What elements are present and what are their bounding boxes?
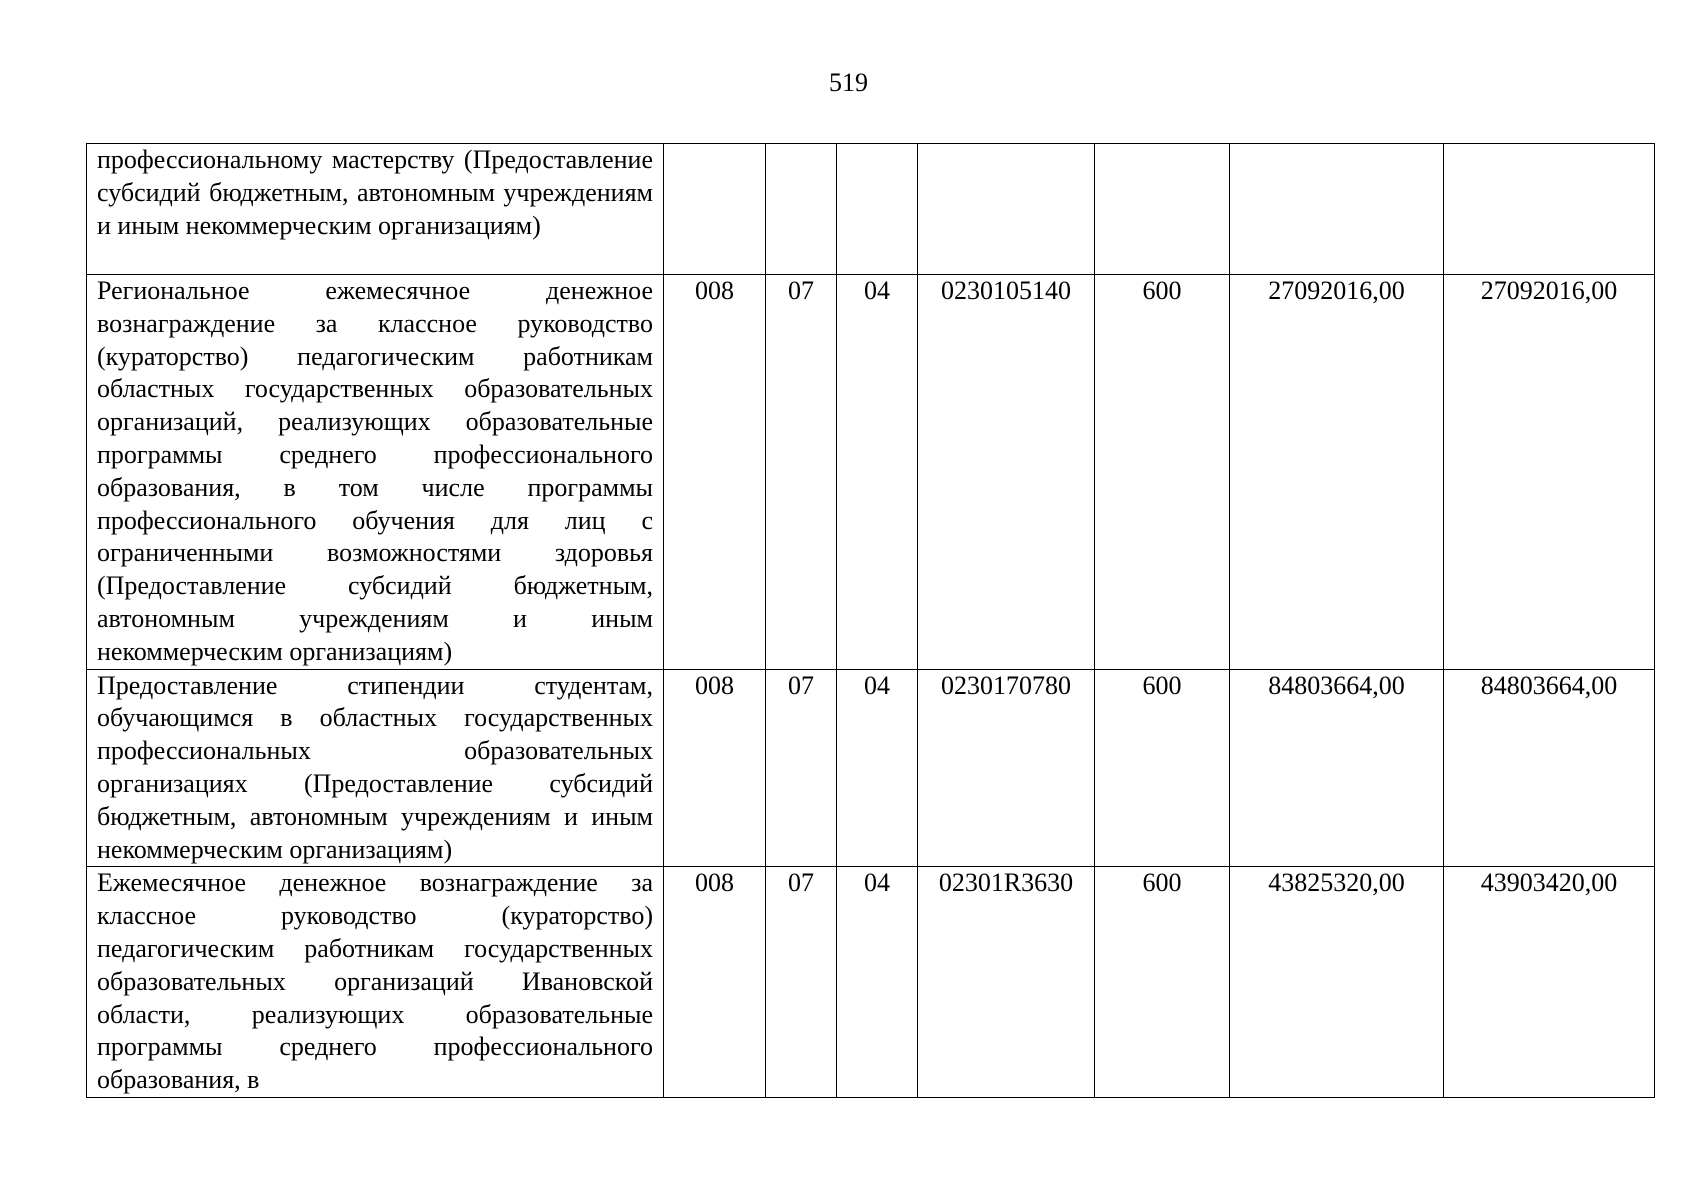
cell-description: Ежемесячное денежное вознаграждение за классное руководство (кураторство) педагогическим работникам государственных образовательных организаций Ивановской области, реализующих образовательные программы среднего профессионального образования, в (87, 867, 664, 1098)
cell-description: Региональное ежемесячное денежное вознаграждение за классное руководство (кураторство) педагогическим работникам областных государственных образовательных организаций, реализующих образовательные программы среднего профессионального образования, в том числе программы профессионального обучения для лиц с ограниченными возможностями здоровья (Предоставление субсидий бюджетным, автономным учреждениям и иным некоммерческим организациям) (87, 275, 664, 670)
table-row (87, 867, 1655, 1098)
cell-target-article: 02301R3630 (918, 867, 1095, 1098)
cell-ministry (664, 144, 766, 275)
cell-amount-1: 43825320,00 (1230, 867, 1444, 1098)
cell-subsection: 04 (837, 669, 918, 867)
cell-description: Предоставление стипендии студентам, обучающимся в областных государственных профессиональных образовательных организациях (Предоставление субсидий бюджетным, автономным учреждениям и иным некоммерческим организациям) (87, 669, 664, 867)
cell-subsection: 04 (837, 275, 918, 670)
cell-amount-2: 84803664,00 (1444, 669, 1655, 867)
cell-target-article: 0230170780 (918, 669, 1095, 867)
cell-ministry: 008 (664, 275, 766, 670)
cell-subsection: 04 (837, 867, 918, 1098)
cell-amount-1 (1230, 144, 1444, 275)
table-row (87, 275, 1655, 670)
cell-expense-type: 600 (1095, 275, 1230, 670)
cell-target-article (918, 144, 1095, 275)
cell-amount-2: 43903420,00 (1444, 867, 1655, 1098)
cell-subsection (837, 144, 918, 275)
cell-ministry: 008 (664, 669, 766, 867)
cell-section (766, 144, 837, 275)
cell-amount-2 (1444, 144, 1655, 275)
cell-expense-type: 600 (1095, 867, 1230, 1098)
cell-expense-type (1095, 144, 1230, 275)
cell-expense-type: 600 (1095, 669, 1230, 867)
table-row (87, 669, 1655, 867)
cell-target-article: 0230105140 (918, 275, 1095, 670)
page-number: 519 (829, 68, 868, 97)
table-row (87, 144, 1655, 275)
cell-amount-2: 27092016,00 (1444, 275, 1655, 670)
cell-section: 07 (766, 275, 837, 670)
cell-section: 07 (766, 867, 837, 1098)
cell-amount-1: 27092016,00 (1230, 275, 1444, 670)
cell-description: профессиональному мастерству (Предоставление субсидий бюджетным, автономным учреждениям и иным некоммерческим организациям) (87, 144, 664, 275)
cell-section: 07 (766, 669, 837, 867)
cell-amount-1: 84803664,00 (1230, 669, 1444, 867)
budget-table (86, 143, 1655, 1098)
cell-ministry: 008 (664, 867, 766, 1098)
